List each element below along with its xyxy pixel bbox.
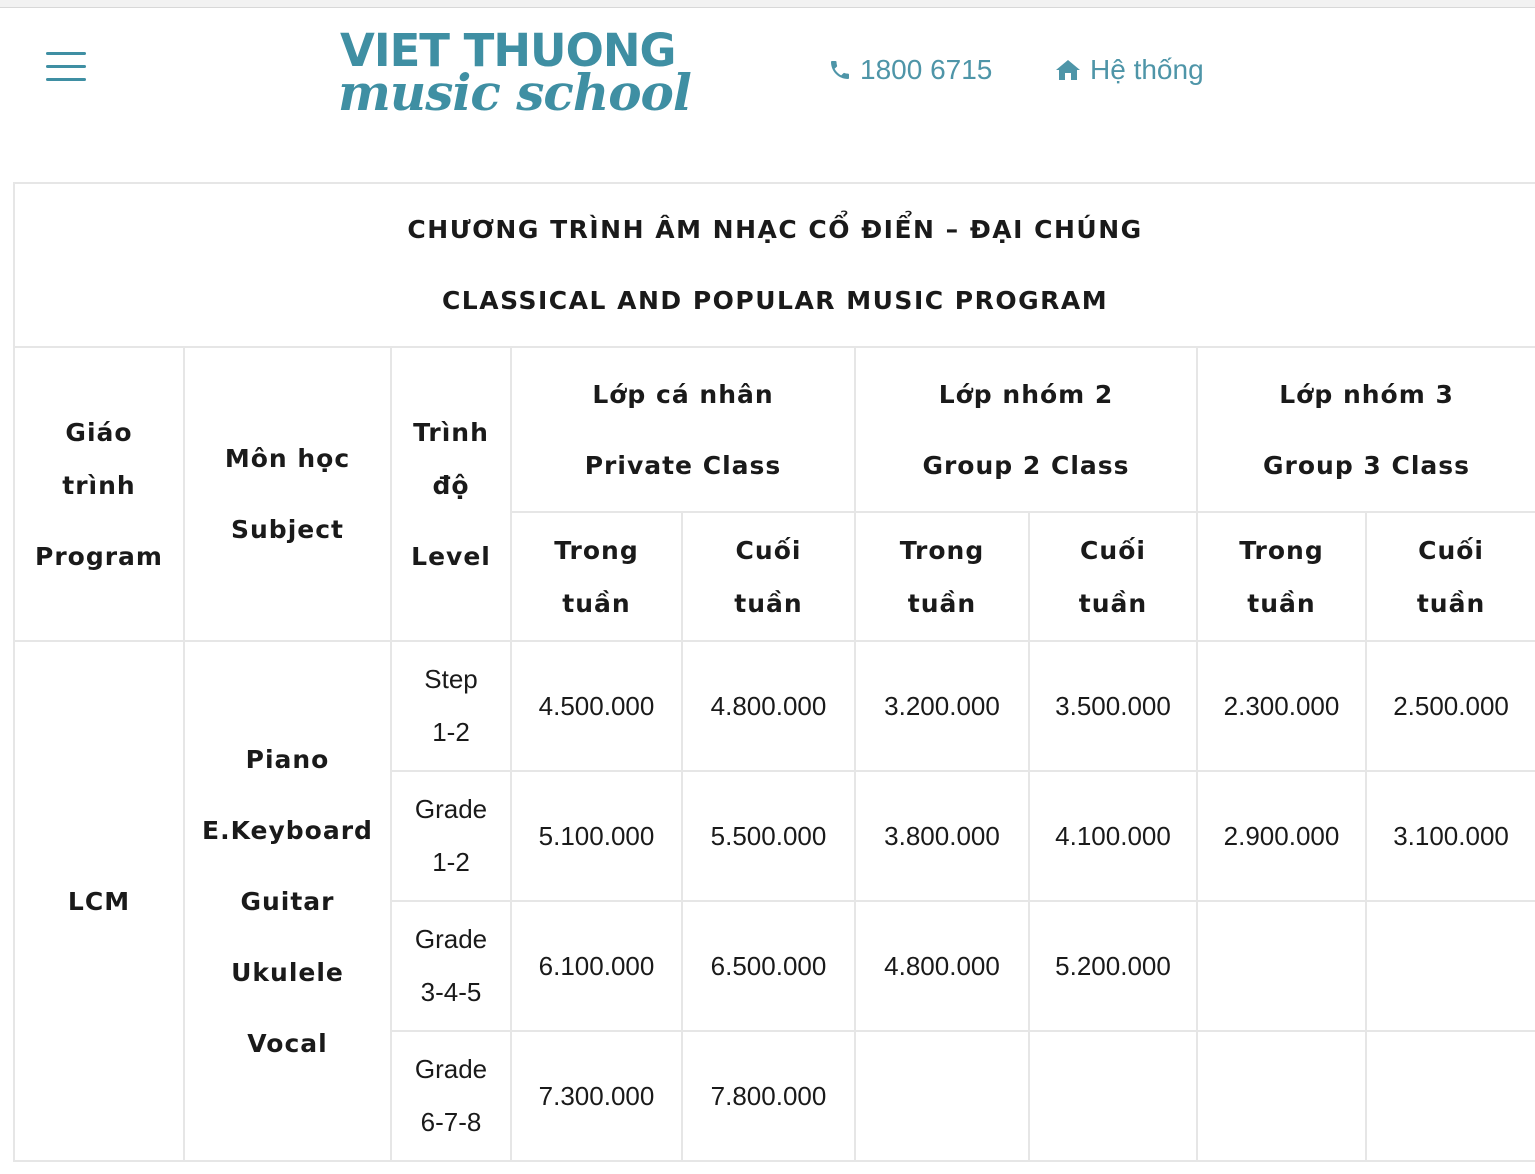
hamburger-menu-icon[interactable] xyxy=(46,52,86,84)
subject-item: Vocal xyxy=(247,1028,328,1058)
price-cell: 6.500.000 xyxy=(682,901,855,1031)
subject-item: E.Keyboard xyxy=(202,815,373,845)
system-link[interactable] xyxy=(1054,52,1204,88)
price-cell: 5.500.000 xyxy=(682,771,855,901)
price-cell: 2.500.000 xyxy=(1366,641,1535,771)
price-cell xyxy=(1029,1031,1197,1161)
price-cell xyxy=(1197,901,1366,1031)
subject-item: Piano xyxy=(245,744,330,774)
group-label-vi: Lớp nhóm 2 xyxy=(938,379,1114,409)
program-cell: LCM xyxy=(14,641,184,1161)
level-line1: Grade xyxy=(414,924,488,954)
home-icon xyxy=(1054,58,1082,82)
group-label-vi: Lớp cá nhân xyxy=(592,379,774,409)
weekday-line2: tuần xyxy=(907,588,977,618)
price-cell: 2.300.000 xyxy=(1197,641,1366,771)
price-cell: 2.900.000 xyxy=(1197,771,1366,901)
header-level-line3: Level xyxy=(411,541,491,571)
weekend-line2: tuần xyxy=(1416,588,1486,618)
title-vietnamese: CHƯƠNG TRÌNH ÂM NHẠC CỔ ĐIỂN – ĐẠI CHÚNG xyxy=(407,214,1143,244)
price-cell: 3.100.000 xyxy=(1366,771,1535,901)
table-title xyxy=(14,183,1535,347)
weekend-line1: Cuối xyxy=(735,535,802,565)
group-label-en: Private Class xyxy=(584,450,782,480)
header-private-class xyxy=(511,347,855,512)
weekday-line1: Trong xyxy=(1239,535,1324,565)
header-level xyxy=(391,347,511,641)
header-program-line2: trình xyxy=(62,470,136,500)
subject-item: Ukulele xyxy=(231,957,344,987)
price-cell xyxy=(855,1031,1029,1161)
subject-item: Guitar xyxy=(240,886,335,916)
table-row xyxy=(14,641,1535,771)
price-cell xyxy=(1366,1031,1535,1161)
price-cell: 7.300.000 xyxy=(511,1031,682,1161)
level-line1: Grade xyxy=(414,1054,488,1084)
price-cell: 4.500.000 xyxy=(511,641,682,771)
group-label-en: Group 3 Class xyxy=(1263,450,1471,480)
subheader-weekday xyxy=(855,512,1029,641)
price-cell: 4.100.000 xyxy=(1029,771,1197,901)
price-cell: 4.800.000 xyxy=(855,901,1029,1031)
group-label-vi: Lớp nhóm 3 xyxy=(1279,379,1454,409)
level-cell xyxy=(391,771,511,901)
level-line2: 3-4-5 xyxy=(420,977,482,1007)
header-program-line1: Giáo xyxy=(65,417,133,447)
level-line2: 1-2 xyxy=(432,717,470,747)
weekday-line2: tuần xyxy=(1247,588,1316,618)
price-cell: 4.800.000 xyxy=(682,641,855,771)
site-header xyxy=(0,8,1535,158)
level-cell xyxy=(391,1031,511,1161)
price-cell: 5.200.000 xyxy=(1029,901,1197,1031)
subheader-weekend xyxy=(1366,512,1535,641)
header-subject-line2: Subject xyxy=(231,515,344,544)
weekend-line2: tuần xyxy=(734,588,803,618)
subheader-weekend xyxy=(682,512,855,641)
level-line1: Grade xyxy=(414,794,488,824)
level-line1: Step xyxy=(424,664,478,694)
system-label: Hệ thống xyxy=(1090,54,1204,85)
phone-link[interactable] xyxy=(828,52,992,88)
price-cell: 3.500.000 xyxy=(1029,641,1197,771)
header-group3-class xyxy=(1197,347,1535,512)
header-program-line3: Program xyxy=(35,541,163,571)
level-line2: 1-2 xyxy=(432,847,470,877)
weekday-line1: Trong xyxy=(899,535,985,565)
subheader-weekend xyxy=(1029,512,1197,641)
header-subject-line1: Môn học xyxy=(224,444,351,473)
weekend-line1: Cuối xyxy=(1080,535,1146,565)
group-label-en: Group 2 Class xyxy=(922,450,1130,480)
level-line2: 6-7-8 xyxy=(420,1107,482,1137)
header-level-line1: Trình xyxy=(413,417,489,447)
price-table xyxy=(13,182,1535,1162)
phone-icon xyxy=(828,58,852,82)
phone-number: 1800 6715 xyxy=(860,54,993,85)
level-cell xyxy=(391,641,511,771)
header-subject xyxy=(184,347,391,641)
price-cell: 7.800.000 xyxy=(682,1031,855,1161)
header-group2-class xyxy=(855,347,1197,512)
price-cell xyxy=(1197,1031,1366,1161)
title-english: CLASSICAL AND POPULAR MUSIC PROGRAM xyxy=(441,285,1109,315)
price-cell: 5.100.000 xyxy=(511,771,682,901)
price-cell: 6.100.000 xyxy=(511,901,682,1031)
weekend-line2: tuần xyxy=(1078,588,1148,618)
weekday-line2: tuần xyxy=(562,588,631,618)
top-rule xyxy=(0,0,1535,8)
weekday-line1: Trong xyxy=(554,535,639,565)
header-program xyxy=(14,347,184,641)
subheader-weekday xyxy=(1197,512,1366,641)
level-cell xyxy=(391,901,511,1031)
logo[interactable] xyxy=(338,24,691,122)
weekend-line1: Cuối xyxy=(1418,535,1484,565)
logo-text-bottom: music school xyxy=(338,63,691,122)
logo-text-top: VIET THUONG xyxy=(340,24,676,77)
header-level-line2: độ xyxy=(432,470,470,500)
price-cell: 3.800.000 xyxy=(855,771,1029,901)
price-cell xyxy=(1366,901,1535,1031)
price-cell: 3.200.000 xyxy=(855,641,1029,771)
subheader-weekday xyxy=(511,512,682,641)
subjects-cell xyxy=(184,641,391,1161)
